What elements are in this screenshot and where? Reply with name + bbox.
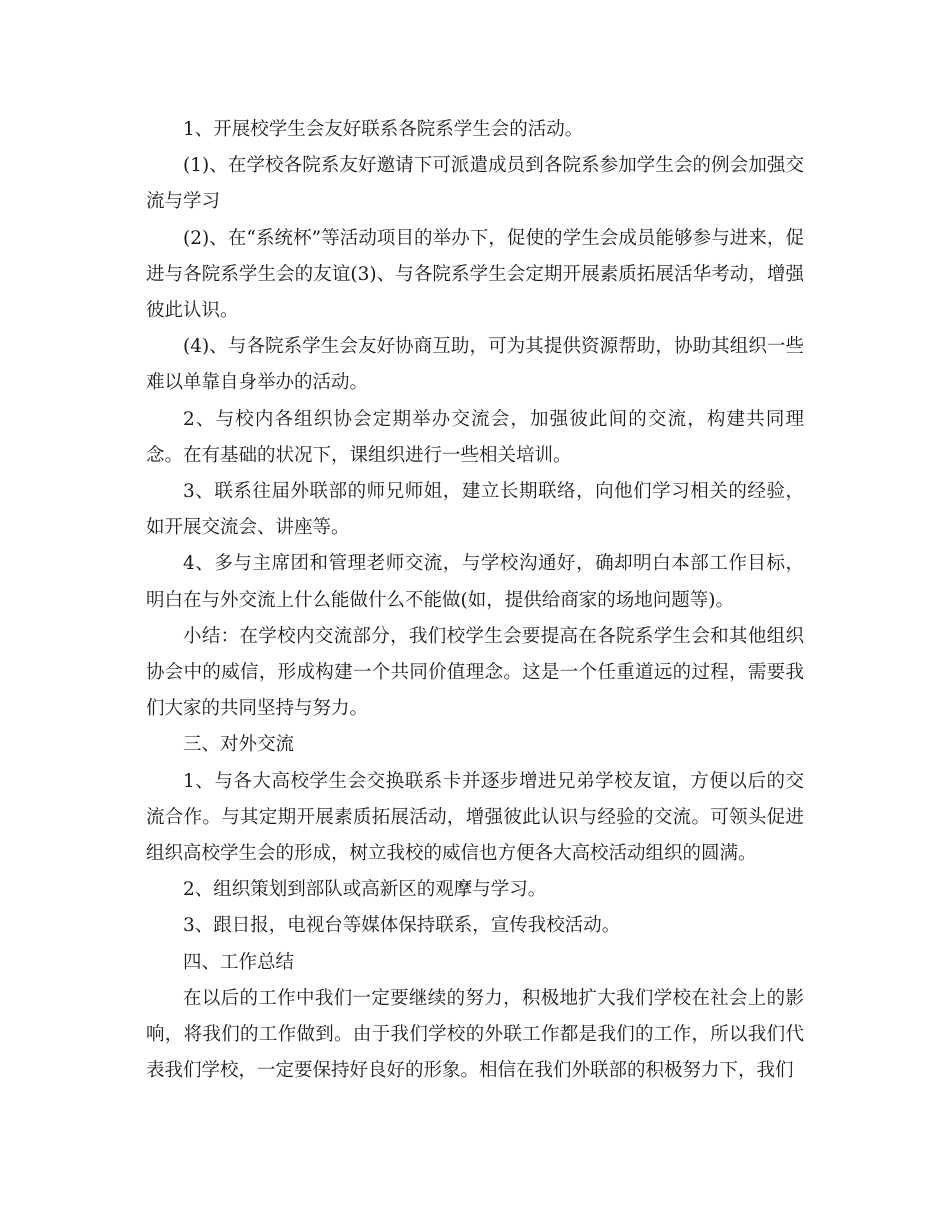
paragraph-external-item-1: 1、与各大高校学生会交换联系卡并逐步增进兄弟学校友谊，方便以后的交流合作。与其定期开展素质拓展活动，增强彼此认识与经验的交流。可领头促进组织高校学生会的形成，树立我校的威信也方便各大高校活动组织的圆满。 bbox=[146, 770, 804, 865]
paragraph-item-3: 3、联系往届外联部的师兄师姐，建立长期联络，向他们学习相关的经验，如开展交流会、讲座等。 bbox=[146, 481, 804, 539]
paragraph-work-summary: 在以后的工作中我们一定要继续的努力，积极地扩大我们学校在社会上的影响，将我们的工作做到。由于我们学校的外联工作都是我们的工作，所以我们代表我们学校，一定要保持好良好的形象。相信在我们外联部的积极努力下，我们 bbox=[146, 987, 804, 1082]
paragraph-subitem-4: (4)、与各院系学生会友好协商互助，可为其提供资源帮助，协助其组织一些难以单靠自身举办的活动。 bbox=[146, 336, 804, 394]
section-heading-external-exchange: 三、对外交流 bbox=[183, 734, 295, 756]
document-body bbox=[146, 112, 804, 1089]
section-heading-work-summary: 四、工作总结 bbox=[183, 951, 295, 973]
paragraph-item-4: 4、多与主席团和管理老师交流，与学校沟通好，确却明白本部工作目标，明白在与外交流上什么能做什么不能做(如，提供给商家的场地问题等)。 bbox=[146, 553, 804, 611]
paragraph-external-item-3: 3、跟日报，电视台等媒体保持联系，宣传我校活动。 bbox=[183, 915, 621, 937]
paragraph-item-2: 2、与校内各组织协会定期举办交流会，加强彼此间的交流，构建共同理念。在有基础的状况下，课组织进行一些相关培训。 bbox=[146, 408, 804, 466]
paragraph-subitem-1: (1)、在学校各院系友好邀请下可派遣成员到各院系参加学生会的例会加强交流与学习 bbox=[146, 155, 804, 213]
paragraph-summary: 小结：在学校内交流部分，我们校学生会要提高在各院系学生会和其他组织协会中的威信，形成构建一个共同价值理念。这是一个任重道远的过程，需要我们大家的共同坚持与努力。 bbox=[146, 625, 804, 720]
paragraph-subitem-2: (2)、在“系统杯”等活动项目的举办下，促使的学生会成员能够参与进来，促进与各院系学生会的友谊(3)、与各院系学生会定期开展素质拓展活华考动，增强彼此认识。 bbox=[146, 227, 804, 322]
paragraph-external-item-2: 2、组织策划到部队或高新区的观摩与学习。 bbox=[183, 879, 547, 901]
paragraph-item-1-activity: 1、开展校学生会友好联系各院系学生会的活动。 bbox=[183, 119, 584, 140]
